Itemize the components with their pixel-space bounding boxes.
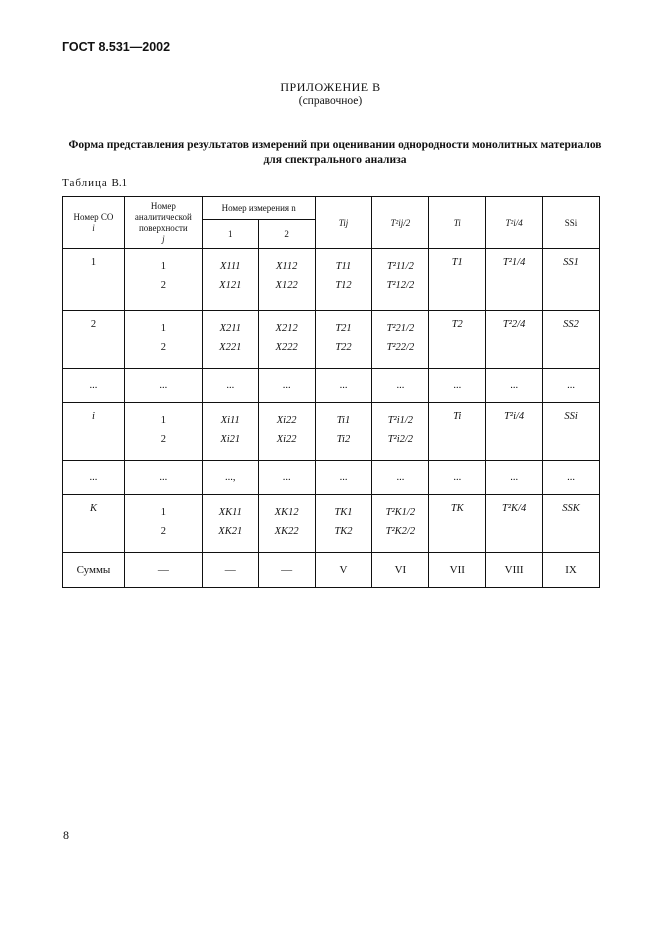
- cell-t1: T21: [335, 323, 352, 334]
- cell-tisq: T²2/4: [502, 319, 526, 330]
- cell-tisq: T²i/4: [504, 411, 525, 422]
- table-row-ellipsis: [63, 369, 600, 403]
- cell-tisq: T²K/4: [502, 503, 527, 514]
- cell-ti: Ti: [453, 411, 462, 422]
- cell-x11: XK11: [218, 507, 242, 518]
- page-number: 8: [63, 828, 69, 842]
- header-measurement-number: Номер измерения n: [202, 197, 315, 220]
- cell-ss: SS2: [563, 319, 579, 330]
- cell-j1: 1: [160, 323, 166, 334]
- table-sums-row: [63, 553, 600, 588]
- cell-tsq1: T²21/2: [386, 323, 415, 334]
- cell-co: K: [89, 503, 97, 514]
- cell-tsq1: T²11/2: [386, 261, 414, 272]
- cell-x21: XK21: [218, 526, 243, 537]
- header-co-label: Номер СО: [73, 211, 114, 222]
- table-caption: [62, 177, 127, 189]
- cell-x21: Xi21: [220, 434, 241, 445]
- header-tij: Tij: [315, 197, 372, 249]
- cell-t2: Ti2: [336, 434, 351, 445]
- table-number: В.1: [111, 177, 128, 189]
- cell-ellipsis: ...: [372, 461, 429, 495]
- header-measurement-2: 2: [258, 220, 315, 249]
- cell-ellipsis: ...: [486, 461, 543, 495]
- cell-ellipsis: ...: [429, 369, 486, 403]
- cell-t2: T12: [335, 280, 352, 291]
- cell-tsq2: T²12/2: [386, 280, 415, 291]
- form-title-line1: Форма представления результатов измерений при оценивании однородности монолитных материалов: [68, 139, 602, 151]
- header-ssi: SSi: [543, 197, 600, 249]
- header-co-number: [63, 197, 125, 249]
- cell-ss: SS1: [563, 257, 579, 268]
- cell-ss: SSi: [564, 411, 578, 422]
- document-header: ГОСТ 8.531—2002: [62, 40, 171, 54]
- cell-sums-label: Суммы: [63, 553, 125, 588]
- cell-j2: 2: [160, 434, 166, 445]
- cell-x12: Xi22: [276, 415, 297, 426]
- results-table: [62, 196, 600, 588]
- appendix-heading: [0, 80, 661, 108]
- cell-x12: X212: [275, 323, 298, 334]
- cell-t1: T11: [335, 261, 352, 272]
- cell-ellipsis: ...: [258, 461, 315, 495]
- cell-ellipsis: ...: [543, 461, 600, 495]
- appendix-title: ПРИЛОЖЕНИЕ В: [280, 80, 381, 94]
- header-ti: Ti: [429, 197, 486, 249]
- cell-co: 2: [90, 319, 97, 330]
- cell-j1: 1: [160, 507, 166, 518]
- header-surface-index: j: [162, 233, 165, 244]
- cell-x11: Xi11: [220, 415, 240, 426]
- table-row-ellipsis: [63, 461, 600, 495]
- header-surface-line1: Номер: [150, 200, 176, 211]
- header-tij-sq: T²ij/2: [372, 197, 429, 249]
- form-title: [60, 138, 610, 168]
- cell-ellipsis: ...: [315, 369, 372, 403]
- cell-sums-c9: IX: [543, 553, 600, 588]
- cell-ellipsis: ...: [543, 369, 600, 403]
- header-surface-line2: аналитической: [134, 211, 192, 222]
- cell-ti: T2: [451, 319, 463, 330]
- cell-sums-c6: VI: [372, 553, 429, 588]
- cell-sums-c7: VII: [429, 553, 486, 588]
- cell-j2: 2: [160, 526, 166, 537]
- table-row: [63, 495, 600, 553]
- cell-t1: Ti1: [336, 415, 351, 426]
- cell-t2: T22: [335, 342, 352, 353]
- cell-co: 1: [90, 257, 97, 268]
- cell-ellipsis: ...,: [202, 461, 258, 495]
- cell-x22: XK22: [274, 526, 299, 537]
- cell-ss: SSK: [562, 503, 580, 514]
- table-row: [63, 403, 600, 461]
- cell-j1: 1: [160, 261, 166, 272]
- form-title-line2: для спектрального анализа: [263, 154, 407, 166]
- cell-x21: X221: [219, 342, 242, 353]
- header-measurement-1: 1: [202, 220, 258, 249]
- cell-tsq1: T²K1/2: [385, 507, 416, 518]
- header-surface-line3: поверхности: [138, 222, 188, 233]
- cell-sums-c4: —: [258, 553, 315, 588]
- cell-ellipsis: ...: [429, 461, 486, 495]
- cell-tisq: T²1/4: [502, 257, 526, 268]
- table-label: Таблица: [62, 177, 108, 189]
- header-surface-number: [124, 197, 202, 249]
- cell-ti: TK: [450, 503, 464, 514]
- cell-ellipsis: ...: [486, 369, 543, 403]
- cell-tsq2: T²22/2: [386, 342, 415, 353]
- cell-ellipsis: ...: [315, 461, 372, 495]
- cell-ellipsis: ...: [202, 369, 258, 403]
- cell-tsq1: T²i1/2: [387, 415, 414, 426]
- cell-sums-c5: V: [315, 553, 372, 588]
- cell-x11: X211: [219, 323, 241, 334]
- cell-ti: T1: [451, 257, 463, 268]
- cell-ellipsis: ...: [372, 369, 429, 403]
- cell-ellipsis: ...: [124, 461, 202, 495]
- header-co-index: i: [92, 222, 95, 233]
- cell-x11: X111: [219, 261, 241, 272]
- cell-x22: X222: [275, 342, 298, 353]
- cell-x22: X122: [275, 280, 298, 291]
- cell-x22: Xi22: [276, 434, 297, 445]
- cell-ellipsis: ...: [124, 369, 202, 403]
- table-header-row: [63, 197, 600, 220]
- cell-t2: TK2: [334, 526, 353, 537]
- cell-x12: X112: [275, 261, 298, 272]
- cell-sums-c8: VIII: [486, 553, 543, 588]
- table-row: [63, 311, 600, 369]
- cell-j1: 1: [160, 415, 166, 426]
- cell-tsq2: T²K2/2: [385, 526, 416, 537]
- cell-tsq2: T²i2/2: [387, 434, 414, 445]
- cell-ellipsis: ...: [63, 461, 125, 495]
- cell-sums-c2: —: [124, 553, 202, 588]
- header-ti-sq: T²i/4: [486, 197, 543, 249]
- cell-x12: XK12: [274, 507, 299, 518]
- table-row: [63, 249, 600, 311]
- cell-j2: 2: [160, 280, 166, 291]
- cell-ellipsis: ...: [63, 369, 125, 403]
- cell-ellipsis: ...: [258, 369, 315, 403]
- cell-t1: TK1: [334, 507, 353, 518]
- cell-sums-c3: —: [202, 553, 258, 588]
- cell-j2: 2: [160, 342, 166, 353]
- appendix-subtitle: (справочное): [298, 95, 363, 107]
- cell-co: i: [91, 411, 95, 422]
- cell-x21: X121: [219, 280, 242, 291]
